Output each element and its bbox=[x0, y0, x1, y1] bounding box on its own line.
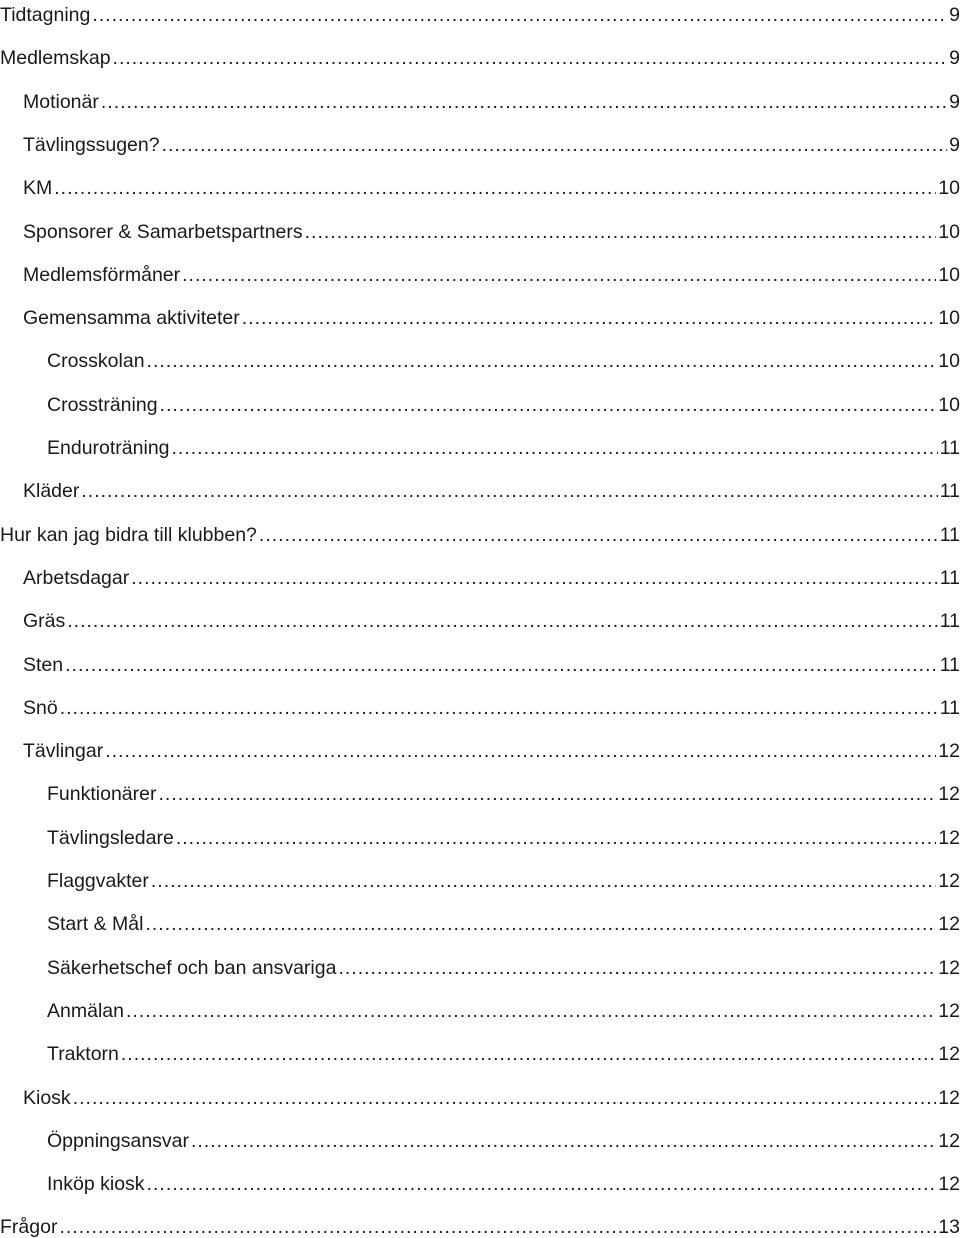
toc-leader-dots bbox=[65, 654, 938, 676]
toc-entry-label: Öppningsansvar bbox=[47, 1129, 190, 1152]
toc-leader-dots bbox=[54, 177, 936, 199]
toc-entry-page: 12 bbox=[938, 1043, 960, 1066]
toc-entry-page: 10 bbox=[938, 220, 960, 243]
toc-entry[interactable] bbox=[0, 520, 960, 546]
toc-leader-dots bbox=[259, 524, 938, 546]
toc-entry-page: 11 bbox=[939, 610, 960, 633]
toc-entry-label: Traktorn bbox=[47, 1043, 119, 1066]
toc-entry[interactable] bbox=[0, 303, 960, 329]
toc-entry[interactable] bbox=[0, 87, 960, 113]
toc-entry-page: 12 bbox=[938, 783, 960, 806]
toc-leader-dots bbox=[172, 437, 938, 459]
toc-entry[interactable] bbox=[0, 1169, 960, 1195]
toc-entry[interactable] bbox=[0, 1039, 960, 1065]
toc-entry[interactable] bbox=[0, 996, 960, 1022]
toc-entry-label: Arbetsdagar bbox=[23, 566, 130, 589]
toc-leader-dots bbox=[101, 91, 947, 113]
toc-entry[interactable] bbox=[0, 0, 960, 26]
toc-entry-label: Inköp kiosk bbox=[47, 1173, 145, 1196]
toc-entry-label: Gemensamma aktiviteter bbox=[23, 307, 240, 330]
toc-entry-label: Flaggvakter bbox=[47, 870, 149, 892]
toc-entry-page: 12 bbox=[938, 956, 960, 979]
toc-leader-dots bbox=[242, 307, 937, 329]
toc-entry-label: Anmälan bbox=[47, 999, 124, 1022]
toc-leader-dots bbox=[121, 1043, 936, 1065]
toc-leader-dots bbox=[105, 740, 936, 762]
toc-entry-label: Frågor bbox=[0, 1216, 58, 1238]
toc-entry-label: Enduroträning bbox=[47, 437, 170, 459]
toc-entry-label: Crossträning bbox=[47, 393, 158, 416]
toc-entry-page: 13 bbox=[938, 1216, 960, 1238]
toc-leader-dots bbox=[145, 913, 936, 935]
toc-entry[interactable] bbox=[0, 693, 960, 719]
toc-entry-label: Funktionärer bbox=[47, 783, 157, 806]
toc-entry-page: 10 bbox=[938, 393, 960, 416]
toc-entry-label: KM bbox=[23, 177, 53, 200]
toc-entry[interactable] bbox=[0, 433, 960, 459]
toc-entry[interactable] bbox=[0, 866, 960, 892]
toc-entry[interactable] bbox=[0, 346, 960, 372]
toc-entry[interactable] bbox=[0, 476, 960, 502]
toc-leader-dots bbox=[160, 394, 937, 416]
toc-entry-label: Crosskolan bbox=[47, 350, 145, 373]
toc-entry[interactable] bbox=[0, 260, 960, 286]
toc-entry-label: Medlemsförmåner bbox=[23, 263, 181, 286]
toc-entry-label: Tävlingssugen? bbox=[23, 133, 160, 156]
toc-entry-page: 11 bbox=[939, 566, 960, 589]
toc-entry[interactable] bbox=[0, 909, 960, 935]
toc-entry-page: 10 bbox=[938, 350, 960, 373]
toc-leader-dots bbox=[305, 221, 937, 243]
toc-entry[interactable] bbox=[0, 217, 960, 243]
toc-leader-dots bbox=[131, 567, 938, 589]
toc-leader-dots bbox=[126, 1000, 936, 1022]
toc-leader-dots bbox=[162, 134, 948, 156]
toc-leader-dots bbox=[59, 1216, 936, 1238]
toc-leader-dots bbox=[113, 47, 948, 69]
toc-entry[interactable] bbox=[0, 1083, 960, 1109]
toc-leader-dots bbox=[81, 480, 937, 502]
toc-entry[interactable] bbox=[0, 823, 960, 849]
toc-entry-page: 12 bbox=[938, 870, 960, 892]
toc-entry[interactable] bbox=[0, 130, 960, 156]
toc-entry-page: 11 bbox=[939, 523, 960, 546]
toc-leader-dots bbox=[158, 783, 936, 805]
toc-entry-label: Gräs bbox=[23, 610, 66, 633]
toc-entry-page: 9 bbox=[949, 47, 960, 70]
toc-entry-page: 12 bbox=[938, 740, 960, 763]
toc-entry-label: Start & Mål bbox=[47, 913, 144, 936]
toc-entry[interactable] bbox=[0, 563, 960, 589]
toc-entry[interactable] bbox=[0, 1212, 960, 1238]
toc-entry[interactable] bbox=[0, 1126, 960, 1152]
toc-entry-page: 12 bbox=[938, 913, 960, 936]
toc-entry-label: Kläder bbox=[23, 480, 80, 503]
toc-entry-page: 11 bbox=[939, 437, 960, 459]
toc-entry[interactable] bbox=[0, 390, 960, 416]
toc-entry-page: 12 bbox=[938, 999, 960, 1022]
toc-entry[interactable] bbox=[0, 779, 960, 805]
toc-entry-page: 12 bbox=[938, 1173, 960, 1196]
toc-entry-page: 11 bbox=[939, 653, 960, 676]
toc-entry-label: Snö bbox=[23, 696, 58, 719]
toc-leader-dots bbox=[67, 610, 937, 632]
toc-entry-page: 10 bbox=[938, 307, 960, 330]
toc-entry-page: 10 bbox=[938, 263, 960, 286]
toc-entry-label: Tävlingsledare bbox=[47, 826, 174, 849]
toc-entry[interactable] bbox=[0, 43, 960, 69]
toc-entry[interactable] bbox=[0, 953, 960, 979]
toc-leader-dots bbox=[147, 350, 937, 372]
toc-entry[interactable] bbox=[0, 173, 960, 199]
toc-entry-label: Motionär bbox=[23, 90, 99, 113]
toc-entry[interactable] bbox=[0, 736, 960, 762]
toc-entry-page: 11 bbox=[939, 480, 960, 503]
toc-leader-dots bbox=[151, 870, 936, 892]
toc-entry-label: Säkerhetschef och ban ansvariga bbox=[47, 956, 337, 979]
toc-leader-dots bbox=[60, 697, 938, 719]
toc-leader-dots bbox=[73, 1087, 937, 1109]
toc-leader-dots bbox=[147, 1173, 937, 1195]
toc-leader-dots bbox=[338, 957, 936, 979]
toc-entry-label: Kiosk bbox=[23, 1086, 71, 1109]
toc-entry-page: 9 bbox=[949, 4, 960, 26]
toc-entry-label: Medlemskap bbox=[0, 47, 111, 70]
toc-entry-page: 9 bbox=[949, 133, 960, 156]
toc-entry-label: Tidtagning bbox=[0, 4, 91, 26]
toc-entry-page: 12 bbox=[938, 1086, 960, 1109]
toc-entry-page: 12 bbox=[938, 826, 960, 849]
toc-entry[interactable] bbox=[0, 606, 960, 632]
toc-entry-label: Sponsorer & Samarbetspartners bbox=[23, 220, 303, 243]
toc-leader-dots bbox=[92, 4, 947, 26]
toc-entry-label: Tävlingar bbox=[23, 740, 104, 763]
toc-entry-label: Sten bbox=[23, 653, 64, 676]
toc-entry-page: 10 bbox=[938, 177, 960, 200]
toc-entry[interactable] bbox=[0, 650, 960, 676]
toc-entry-page: 12 bbox=[938, 1129, 960, 1152]
toc-entry-page: 11 bbox=[939, 696, 960, 719]
toc-entry-label: Hur kan jag bidra till klubben? bbox=[0, 523, 257, 546]
toc-leader-dots bbox=[176, 827, 936, 849]
toc-leader-dots bbox=[191, 1130, 936, 1152]
toc-entry-page: 9 bbox=[949, 90, 960, 113]
toc-leader-dots bbox=[182, 264, 936, 286]
